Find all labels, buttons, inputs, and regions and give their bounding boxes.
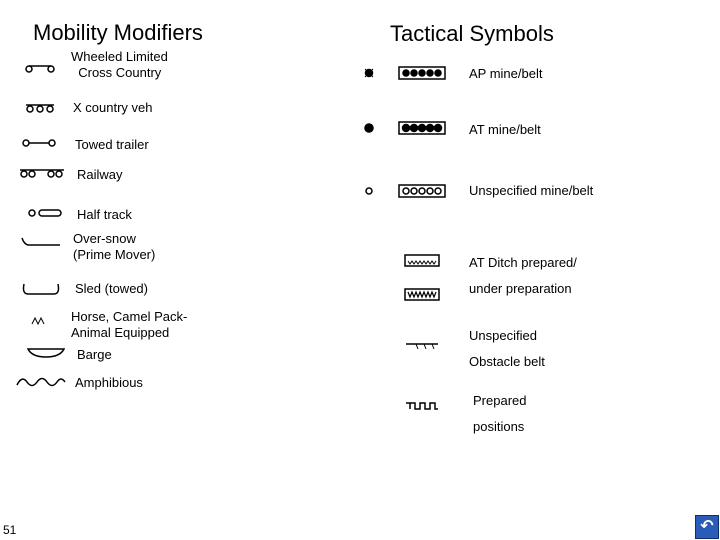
cross-country-icon [24, 100, 56, 116]
tactical-label-unspecified: Unspecified [469, 328, 537, 343]
at-mine-icon [398, 121, 446, 135]
mobility-label-x-country: X country veh [73, 100, 153, 115]
wheeled-limited-icon [24, 58, 56, 74]
tactical-label-positions: positions [473, 419, 525, 434]
tactical-symbols-title: Tactical Symbols [390, 21, 554, 46]
mobility-label-amphibious: Amphibious [75, 375, 143, 390]
half-track-icon [26, 205, 66, 221]
tactical-label-at-mine: AT mine/belt [469, 122, 541, 137]
mobility-label-sled: Sled (towed) [75, 281, 148, 296]
ap-mine-small-icon [362, 66, 376, 80]
barge-icon [26, 345, 66, 361]
unspecified-obstacle-icon [404, 338, 440, 352]
tactical-label-obstacle-belt: Obstacle belt [469, 354, 545, 369]
railway-icon [18, 165, 66, 181]
tactical-label-ap-mine: AP mine/belt [469, 66, 543, 81]
mobility-modifiers-title: Mobility Modifiers [33, 20, 203, 45]
mobility-label-half-track: Half track [77, 207, 132, 222]
towed-trailer-icon [21, 135, 57, 151]
mobility-label-towed-trailer: Towed trailer [75, 137, 149, 152]
unspecified-mine-small-icon [362, 184, 376, 198]
amphibious-icon [15, 374, 67, 390]
mobility-label-barge: Barge [77, 347, 112, 362]
tactical-label-unspecified-mine: Unspecified mine/belt [469, 183, 594, 198]
ap-mine-icon [398, 66, 446, 80]
mobility-label-pack-animal: Horse, Camel Pack- Animal Equipped [71, 309, 188, 340]
page-number: 51 [3, 523, 17, 537]
tactical-label-prepared: Prepared [473, 393, 527, 408]
return-icon: ↶ [700, 518, 714, 535]
return-button[interactable] [695, 515, 719, 539]
pack-animal-icon [30, 315, 50, 327]
over-snow-icon [20, 235, 62, 251]
at-ditch-under-preparation-icon [404, 288, 440, 302]
unspecified-mine-icon [398, 184, 446, 198]
prepared-position-icon [404, 398, 440, 412]
tactical-label-at-ditch-prepared: AT Ditch prepared/ [469, 255, 577, 270]
sled-icon [20, 282, 62, 298]
at-mine-small-icon [362, 121, 376, 135]
at-ditch-prepared-icon [404, 254, 440, 268]
mobility-label-wheeled-limited: Wheeled Limited Cross Country [71, 49, 168, 80]
mobility-label-over-snow: Over-snow (Prime Mover) [73, 231, 156, 262]
mobility-label-railway: Railway [77, 167, 123, 182]
tactical-label-at-ditch-under-preparation: under preparation [469, 281, 572, 296]
